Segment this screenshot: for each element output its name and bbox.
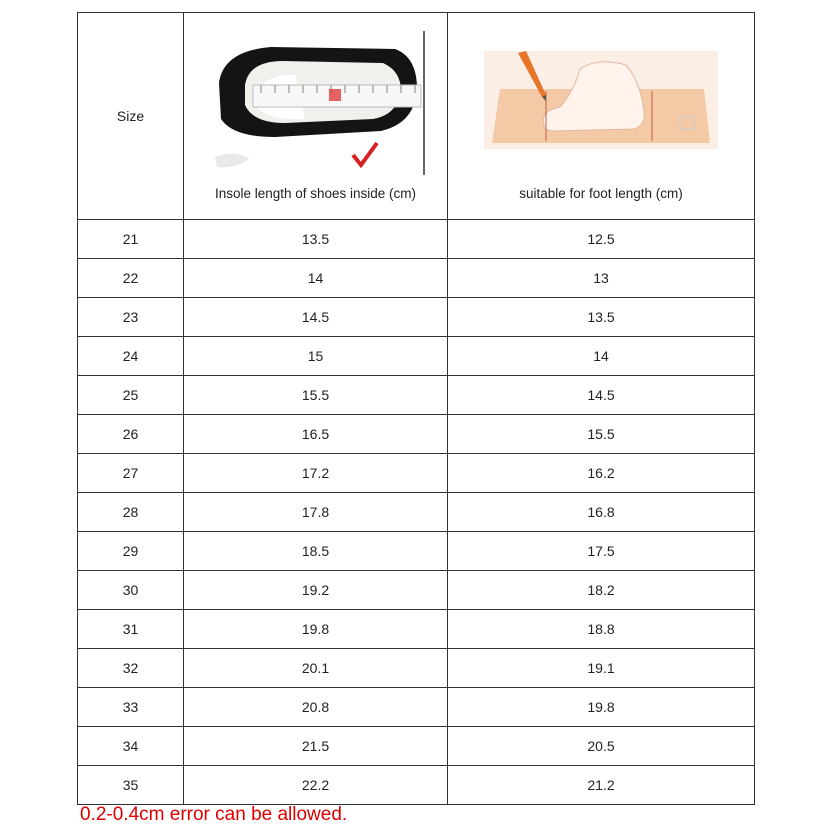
size-cell: 30 xyxy=(78,571,184,610)
insole-cell: 15.5 xyxy=(184,376,448,415)
foot-cell: 14.5 xyxy=(448,376,755,415)
insole-cell: 13.5 xyxy=(184,220,448,259)
foot-cell: 20.5 xyxy=(448,727,755,766)
foot-cell: 18.2 xyxy=(448,571,755,610)
insole-cell: 19.8 xyxy=(184,610,448,649)
size-cell: 22 xyxy=(78,259,184,298)
foot-cell: 14 xyxy=(448,337,755,376)
table-row xyxy=(78,610,755,649)
size-cell: 26 xyxy=(78,415,184,454)
table-row xyxy=(78,493,755,532)
shoe-measuring-illustration xyxy=(205,27,427,179)
table-row xyxy=(78,259,755,298)
size-cell: 34 xyxy=(78,727,184,766)
size-cell: 24 xyxy=(78,337,184,376)
table-row xyxy=(78,454,755,493)
foot-cell: 13.5 xyxy=(448,298,755,337)
foot-header-label: suitable for foot length (cm) xyxy=(519,186,683,201)
insole-cell: 15 xyxy=(184,337,448,376)
foot-cell: 15.5 xyxy=(448,415,755,454)
size-cell: 23 xyxy=(78,298,184,337)
insole-cell: 20.8 xyxy=(184,688,448,727)
insole-cell: 22.2 xyxy=(184,766,448,805)
table-row xyxy=(78,220,755,259)
table-row xyxy=(78,766,755,805)
size-cell: 27 xyxy=(78,454,184,493)
size-cell: 29 xyxy=(78,532,184,571)
size-cell: 31 xyxy=(78,610,184,649)
table-row xyxy=(78,376,755,415)
foot-cell: 17.5 xyxy=(448,532,755,571)
size-cell: 32 xyxy=(78,649,184,688)
insole-cell: 14 xyxy=(184,259,448,298)
insole-cell: 21.5 xyxy=(184,727,448,766)
size-cell: 33 xyxy=(78,688,184,727)
foot-cell: 19.8 xyxy=(448,688,755,727)
table-row xyxy=(78,571,755,610)
table-row xyxy=(78,649,755,688)
table-row xyxy=(78,298,755,337)
insole-cell: 16.5 xyxy=(184,415,448,454)
size-chart-table xyxy=(77,12,755,805)
header-row xyxy=(78,13,755,220)
foot-cell: 16.2 xyxy=(448,454,755,493)
foot-cell: 18.8 xyxy=(448,610,755,649)
insole-header xyxy=(184,13,448,220)
insole-cell: 20.1 xyxy=(184,649,448,688)
table-row xyxy=(78,532,755,571)
insole-cell: 19.2 xyxy=(184,571,448,610)
insole-cell: 17.8 xyxy=(184,493,448,532)
size-cell: 28 xyxy=(78,493,184,532)
size-header xyxy=(78,13,184,220)
size-cell: 25 xyxy=(78,376,184,415)
table-row xyxy=(78,337,755,376)
foot-measuring-illustration xyxy=(484,51,718,149)
insole-header-label: Insole length of shoes inside (cm) xyxy=(214,186,417,201)
table-row xyxy=(78,415,755,454)
table-row xyxy=(78,688,755,727)
error-tolerance-note: 0.2-0.4cm error can be allowed. xyxy=(80,804,348,825)
insole-cell: 18.5 xyxy=(184,532,448,571)
foot-cell: 21.2 xyxy=(448,766,755,805)
size-cell: 21 xyxy=(78,220,184,259)
foot-cell: 13 xyxy=(448,259,755,298)
size-header-label: Size xyxy=(116,108,145,124)
foot-cell: 12.5 xyxy=(448,220,755,259)
foot-cell: 16.8 xyxy=(448,493,755,532)
size-cell: 35 xyxy=(78,766,184,805)
insole-cell: 17.2 xyxy=(184,454,448,493)
table-row xyxy=(78,727,755,766)
insole-cell: 14.5 xyxy=(184,298,448,337)
foot-cell: 19.1 xyxy=(448,649,755,688)
foot-header xyxy=(448,13,755,220)
